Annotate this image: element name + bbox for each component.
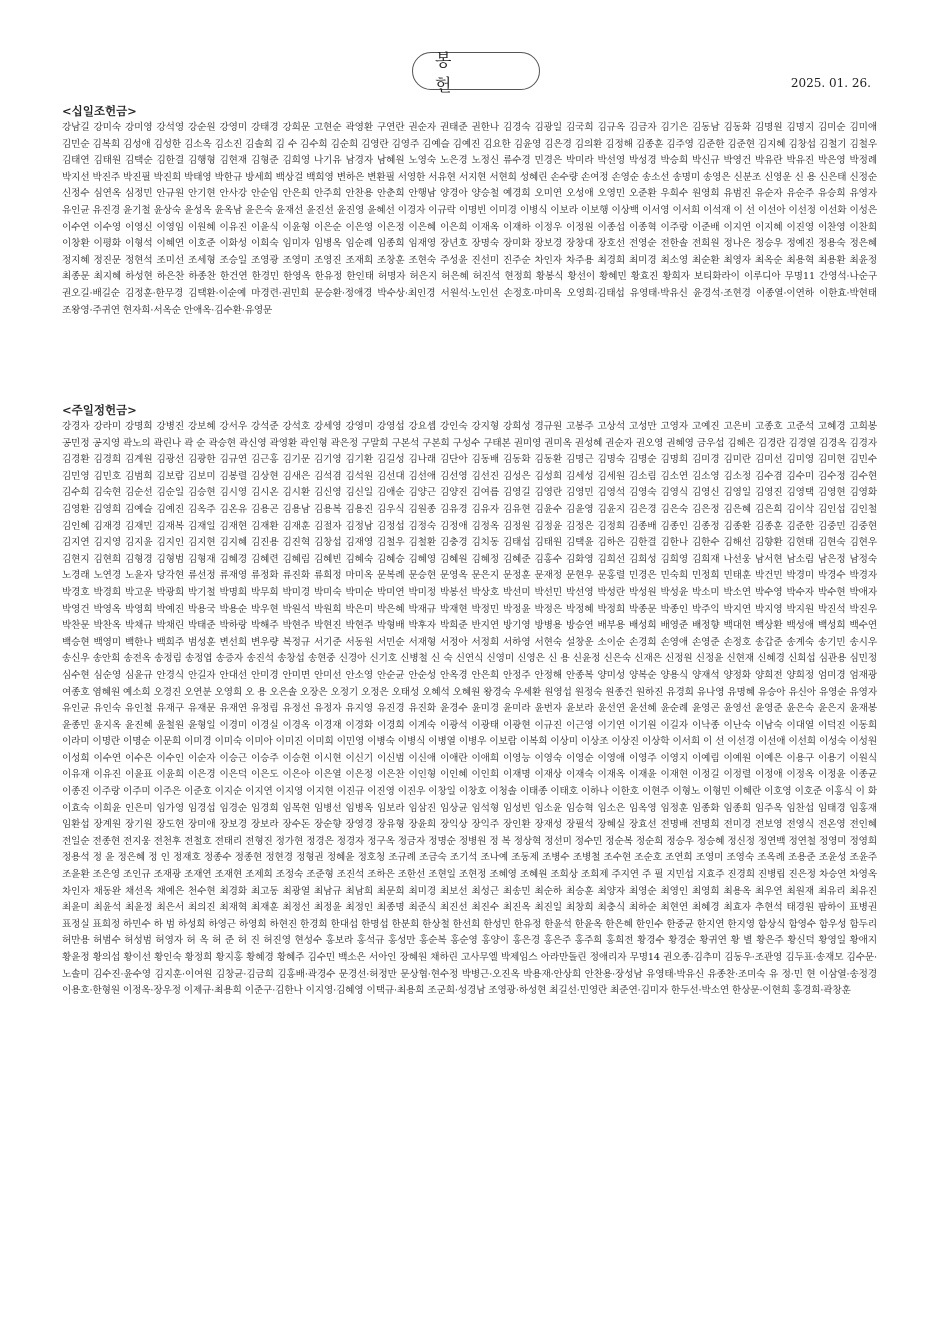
weekly-offering-section bbox=[62, 402, 877, 1000]
section-heading: <주일정헌금> bbox=[62, 403, 137, 417]
page-title: 봉 헌 bbox=[412, 52, 540, 90]
donor-names-list: 강남길 강미숙 강미영 강석영 강순원 강영미 강태경 강희문 고현순 곽영환 구연란 권순자 권태준 권한나 김경숙 김광일 김국희 김규옥 김금자 김기은 김동남 김동화 김명원 김명지 김미순 김미애 김민순 김복희 김성애 김성한 김소옥 김소진 김솔희 김 수 김수희 김순희 김영란 김영주 김예슬 김예진 김요한 김윤영 김은경 김의환 김정해 김종훈 김주영 김준한 김준현 김지혜 김창섭 김철기 김철우 김태연 김태원 김택순 김한결 김행형 김현재 김형준 김희영 나기유 남경자 남혜원 노영숙 노은경 노정신 류수경 민경은 박미라 박선영 박성경 박승희 박신규 박영건 박유란 박유진 박은영 박정례 박지선 박진주 박진필 박진희 박태영 박한규 방세희 백상걸 백희영 변하은 변환필 서영한 서유현 서지현 서현희 성혜린 손수량 손여정 손영순 송소선 송명미 송영은 신분조 신영운 신 용 신은태 신정순 신정수 심연옥 심정민 안규원 안기현 안사강 안순임 안은희 안주희 안찬용 안춘희 안행남 양경아 양승철 예경희 오미연 오성애 오영민 오준환 우희수 원영희 유범진 유순자 유순주 유승희 유영자 유인균 유진경 윤기철 윤상숙 윤성옥 윤옥남 윤은숙 윤재선 윤진선 윤진영 윤혜선 이경자 이규락 이명빈 이미경 이병식 이보라 이보행 이상백 이서영 이서희 이석재 이 선 이선아 이선정 이선화 이성은 이수연 이수영 이영신 이영임 이원혜 이유진 이윤식 이윤형 이은순 이은영 이은정 이은혜 이은희 이재옥 이재하 이정우 이정원 이종섭 이종혁 이주랑 이준배 이지연 이지혜 이진영 이찬영 이찬희 이창환 이평화 이형석 이혜연 이호준 이화성 이희숙 임미자 임병옥 임순례 임종희 임재영 장년호 장명숙 장미화 장보경 장창대 장호선 전영순 전한솔 전희원 정나은 정승우 정예진 정용숙 정은혜 정지혜 정진문 정현석 조미선 조세형 조승일 조영광 조영미 조영진 조재희 조창훈 조현숙 주성윤 진선미 진주순 차인자 차주용 최경희 최미경 최소영 최순환 최영자 최옥순 최용혁 최용환 최윤정 최종문 최지혜 하성현 하은찬 하종찬 한건연 한경민 한영옥 한유정 한인태 허명자 허은지 허은혜 허진석 현정희 황봉식 황선이 황혜민 황효진 황희자 보티화라이 이루디아 무명11 간영석·나순구 권오길·배길순 김정훈·한무경 김택환·이순예 마경련·권민희 문승환·정애경 박수상·최인경 서원석·노인선 손정호·마미옥 오영희·김태섭 유영태·박유신 윤경석·조현경 이종열·이연하 이한효·박현태 조왕영·주귀연 현자희·서옥순 안애옥·김수환·유영문 bbox=[62, 122, 877, 316]
donor-names-list: 강경자 강라미 강명희 강병진 강보혜 강서우 강석준 강석호 강세영 강영미 강영섭 강요셉 강인숙 강지형 강희성 경규원 고봉주 고상석 고성만 고영자 고예진 고은비 고종호 고준석 고혜경 고희봉 공민정 공지영 곽노의 곽린나 곽 순 곽승현 곽신영 곽영환 곽인형 곽은정 구말희 구본석 구본희 구성수 구태본 권미영 권미옥 권성혜 권순자 권오영 권혜영 금우섭 김혜은 김경란 김경열 김경옥 김경자 김경환 김경희 김계원 김광선 김광한 김규연 김근홍 김기문 김기영 김기환 김길성 김나래 김단아 김동배 김동화 김동환 김명근 김명숙 김명순 김명희 김미경 김미란 김미선 김미영 김미현 김민수 김민영 김민호 김범희 김보람 김보미 김봉렬 김상현 김새은 김석겸 김석원 김선대 김선애 김선영 김선진 김성은 김성희 김세성 김세원 김소림 김소연 김소영 김소정 김수겸 김수미 김수정 김수현 김수희 김숙현 김순선 김순일 김승현 김시영 김시온 김시환 김신영 김신일 김애순 김양근 김양진 김여름 김영길 김영란 김영민 김영석 김영숙 김영식 김영신 김영일 김영진 김영택 김영현 김영화 김영환 김영희 김예슬 김예진 김옥주 김온유 김용곤 김용남 김용복 김용진 김우식 김원종 김유경 김유자 김유현 김윤수 김윤영 김윤지 김은경 김은숙 김은정 김은혜 김은희 김이삭 김인섭 김인철 김인혜 김재경 김재민 김재복 김재일 김재현 김재환 김재훈 김절자 김정남 김정섭 김정숙 김정애 김정옥 김정원 김정윤 김정은 김정희 김종배 김종인 김종정 김종환 김종훈 김준한 김중민 김중현 김지연 김지영 김지윤 김지인 김지현 김지혜 김진용 김진혁 김창섭 김재영 김철우 김철환 김충경 김치동 김태섭 김태원 김택윤 김하은 김한결 김한나 김한수 김해선 김향환 김현태 김현숙 김현우 김현지 김현희 김형경 김형범 김형재 김혜경 김혜련 김혜림 김혜빈 김혜숙 김혜승 김혜영 김혜원 김혜정 김혜준 김홍수 김화영 김희선 김희성 김희영 김희재 나선웅 남서현 남소림 남은정 남정숙 노경래 노연경 노윤자 당각현 류선정 류재영 류정화 류진화 류희정 마미옥 문복례 문승현 문영옥 문은지 문정훈 문재정 문현우 문홍렬 민경은 민숙희 민정희 민태훈 박건민 박경미 박경수 박경자 박경호 박경희 박고운 박광희 박기철 박명희 박무희 박미경 박미숙 박미순 박미연 박미정 박봉선 박상호 박선미 박선민 박선영 박성란 박성원 박성윤 박소미 박소연 박수영 박수자 박수현 박애자 박영건 박영옥 박영희 박예진 박용국 박용순 박우현 박원석 박원희 박은미 박은혜 박재규 박재현 박정민 박정윤 박정은 박정혜 박정희 박종문 박종인 박주익 박지연 박지영 박지원 박진석 박진우 박찬문 박찬옥 박채규 박채린 박태준 박하랑 박해주 박현주 박현진 박현주 박형배 박후자 박희준 반지연 방기영 방병용 방승연 배부용 배성희 배영준 배정향 백대현 백상환 백성애 백성희 백수연 백승현 백영미 백한나 백희주 범성훈 변선희 변우량 복정규 서기준 서동원 서민순 서재형 서정아 서정희 서하영 서현숙 설창운 소이순 손경희 손영애 손영준 손정호 송갑준 송계숙 송기민 송시우 송신우 송안희 송전옥 송정림 송정엽 송증자 송진석 송창섭 송현중 신경아 신기호 신병철 신 숙 신연식 신영미 신영은 신 용 신윤정 신은숙 신재은 신정원 신정윤 신현재 신혜경 신희섭 심관용 심민정 심수현 심순영 심윤규 안경식 안길자 안대선 안미경 안미면 안미선 안소영 안순균 안순성 안옥경 안은희 안정주 안정해 안종복 양미성 양복순 양용식 양재석 양정화 양희전 양희정 엄미경 엄재광 여종호 염혜원 예소희 오경진 오연분 오영희 오 용 오은솔 오장은 오정기 오정은 오태성 오혜석 오혜원 왕경숙 우세환 원영섭 원정숙 원종건 원하진 유경희 유나영 유명혜 유승아 유신아 유영순 유영자 유인균 유인숙 유인철 유재구 유재문 유재연 유정림 유정선 유정자 유지영 유진경 유진화 윤경수 윤미경 윤미라 윤번자 윤보라 윤선연 윤선혜 윤순례 윤영곤 윤영선 윤영준 윤은숙 윤은지 윤재봉 윤종민 윤지옥 윤진혜 윤철원 윤형일 이경미 이경실 이경옥 이경재 이경화 이경희 이계숙 이광석 이광태 이광현 이규진 이근영 이기연 이기원 이길자 이낙종 이난숙 이남숙 이대열 이덕진 이동희 이라미 이명란 이명순 이문희 이미경 이미숙 이미아 이미진 이미희 이민영 이병숙 이병식 이병열 이병우 이보람 이복희 이상미 이상조 이상진 이상학 이서희 이 선 이선경 이선애 이선희 이성숙 이성원 이성희 이수연 이수은 이수인 이순자 이승근 이승주 이승현 이시현 이신기 이신범 이신애 이애란 이애희 이영능 이영숙 이영순 이영애 이영주 이영지 이예림 이예원 이예은 이용구 이용기 이원식 이유재 이유진 이윤표 이윤희 이은경 이은덕 이은도 이은아 이은열 이은정 이은찬 이인형 이인혜 이인희 이재명 이재상 이재숙 이재옥 이재윤 이재현 이정길 이정렬 이정애 이정옥 이정윤 이종균 이종진 이주랑 이주미 이주은 이준호 이지순 이지연 이지영 이지현 이진규 이진영 이진우 이창일 이창호 이청솔 이태종 이태호 이하나 이한호 이현주 이형노 이형민 이혜란 이호영 이호준 이홍식 이 화 이효숙 이희윤 인은미 임가영 임경섭 임경순 임경희 임목현 임병선 임병옥 임보라 임삼진 임상균 임석형 임성빈 임소윤 임승혁 임소은 임옥영 임정훈 임종화 임종희 임주옥 임찬섭 임태경 임홍재 임환섭 장계원 장기원 장도현 장미애 장보경 장보라 장수돈 장순향 장영경 장유형 장윤희 장익상 장익주 장인환 장재성 장필석 장혜실 장효선 전명배 전명희 전미경 전보영 전영식 전온영 전인혜 전일순 전종현 전지웅 전천후 전철호 전태리 전형진 정가현 정경은 정경자 정구옥 정금자 정명순 정병원 정 복 정상혁 정선미 정수민 정순복 정순희 정승우 정승혜 정신정 정연백 정연철 정영미 정영희 정용석 정 윤 정은혜 정 인 정재호 정종수 정종현 정현경 정형권 정혜윤 정호청 조규례 조금숙 조기석 조나예 조동제 조병수 조병철 조수현 조순호 조연희 조영미 조영숙 조옥례 조용준 조윤성 조윤주 조윤환 조은영 조인규 조재광 조재연 조재현 조제희 조정숙 조준형 조진석 조하은 조한선 조현일 조현정 조혜영 조혜원 조희상 조희제 주지연 주 필 지민섭 지효주 진경희 진병립 진은정 차승연 차영옥 차인자 채동완 채선옥 채예은 천수현 최경화 최고동 최광열 최남규 최남희 최문희 최미경 최보선 최성근 최송민 최순하 최승훈 최양자 최영순 최영인 최영희 최용옥 최우연 최원재 최유리 최유진 최윤미 최윤석 최윤정 최은서 최의진 최재혁 최재훈 최정선 최정윤 최정인 최종명 최준식 최진선 최진수 최진옥 최진일 최창희 최충식 최하순 최현연 최혜경 최효자 추현석 태경원 팜하이 표병권 표정실 표희정 하민수 하 범 하성희 하영근 하영희 하현진 한경희 한대섭 한명섭 한분희 한상철 한선희 한성민 한유정 한윤석 한윤옥 한은혜 한인수 한중균 한지연 한지영 함상식 함영수 함우성 함두리 허만용 허범수 허성범 허영자 허 옥 허 준 허 진 허진영 현성수 홍보라 홍석규 홍성만 홍순복 홍순영 홍양이 홍은경 홍은주 홍주희 홍희전 황경수 황경순 황귀연 황 별 황은주 황신덕 황영일 황애지 황윤정 황의섭 황이선 황인숙 황정희 황지홍 황혜경 황혜주 김수민 백소은 서아인 장혜원 채하린 고사무엘 박제임스 아라만돌린 정애리자 무명14 권오종·김추미 김동우·조관영 김두표·송재모 김수문·노솔미 김수진·윤수영 김지훈·이여원 김창균·김금희 김홍배·곽경수 문경선·허정만 문상협·현수정 박병근·오진옥 박용재·안상희 안찬용·장성남 유영태·박유신 유종찬·조미숙 유 정·민 현 이삼열·송정경 이용호·한형원 이정옥·장우정 이제규·최용희 이준구·김한나 이지영·김혜영 이택규·최용희 조군희·성경남 조영광·하성현 최길선·민영란 최준연·김미자 한두선·박소연 한상문·이현희 홍경희·곽창훈 bbox=[62, 421, 877, 997]
section-heading: <십일조헌금> bbox=[62, 104, 137, 118]
date-label: 2025. 01. 26. bbox=[790, 76, 871, 90]
tithe-offering-section bbox=[62, 103, 877, 319]
